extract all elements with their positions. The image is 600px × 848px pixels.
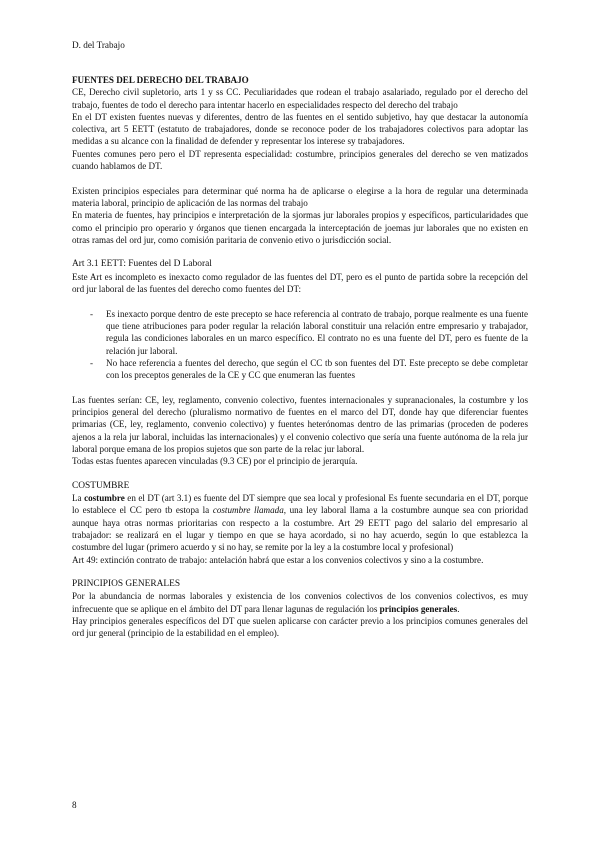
text-run: . [457, 603, 460, 614]
paragraph: CE, Derecho civil supletorio, arts 1 y ss CC. Peculiaridades que rodean el trabajo asalariado, regulado por el derecho del trabajo, fuentes de todo el derecho para intentar hacerlo en especialidades respecto del derecho del trabajo [72, 87, 528, 110]
text-run: , una ley laboral llama a la costumbre aunque sea con prioridad aunque haya otras normas prioritarias con respecto a la costumbre. Art 29 EETT pago del salario del empresario al trabajador: se realizará en el lugar y tiempo en que se haya acordado, si no hay acuerdo, según lo que establezca la costumbre del lugar (primero acuerdo y si no hay, se remite por la ley a la costumbre local y profesional) [72, 505, 528, 553]
paragraph: Las fuentes serían: CE, ley, reglamento, convenio colectivo, fuentes internacionales y supranacionales, la costumbre y los principios general del derecho (pluralismo normativo de fuentes en el marco del DT, donde hay que diferenciar fuentes primarias (CE, ley, reglamento, convenio colectivo) y fuentes heterónomas dentro de las primarias (proceden de poderes ajenos a la rela jur laboral, incluidas las internacionales) y el convenio colectivo que sería una fuente autónoma de la rela jur laboral porque emana de los propios sujetos que son parte de la relac jur laboral. [72, 394, 528, 454]
dash-list [72, 308, 528, 382]
paragraph: Existen principios especiales para determinar qué norma ha de aplicarse o elegirse a la hora de regular una determinada materia laboral, principio de aplicación de las normas del trabajo [72, 185, 528, 208]
text-run: en el DT (art 3.1) es fuente del DT siempre que sea local y profesional Es fuente secundaria en el DT, porque lo establece el CC pero tb estopa la [72, 493, 528, 516]
list-item: - Es inexacto porque dentro de este precepto se hace referencia al contrato de trabajo, porque realmente es una fuente que tiene atribuciones para poder regular la relación laboral constituir una relación entre empresario y trabajador, regula las condiciones laborales en un marco específico. El contrato no es una fuente del DT, pero es fuente de la relación jur laboral. [106, 308, 528, 357]
page-number: 8 [72, 800, 77, 810]
paragraph: Fuentes comunes pero pero el DT representa especialidad: costumbre, principios generales del derecho se ven matizados cuando hablamos de DT. [72, 148, 528, 172]
section-title-costumbre: COSTUMBRE [72, 480, 130, 491]
page-header: D. del Trabajo [72, 40, 125, 50]
bold-term: costumbre [84, 493, 125, 504]
paragraph: En materia de fuentes, hay principios e interpretación de la sjormas jur laborales propios y específicos, particularidades que como el principio pro operario y órganos que tienen encargada la interceptación de joemas jur laborales que no existen en otras ramas del ord jur, como comisión paritaria de convenio etivo o jurisdicción social. [72, 210, 528, 245]
text-run: La [72, 493, 85, 504]
paragraph: Art 49: extinción contrato de trabajo: antelación habrá que estar a los convenios colectivos y sino a la costumbre. [72, 554, 484, 565]
section-title-art31: Art 3.1 EETT: Fuentes del D Laboral [72, 259, 212, 270]
bold-term: principios generales [379, 603, 458, 614]
paragraph-costumbre [72, 492, 528, 553]
section-title-principios: PRINCIPIOS GENERALES [72, 579, 181, 590]
document-body [72, 74, 528, 640]
paragraph: En el DT existen fuentes nuevas y diferentes, dentro de las fuentes en el sentido subjetivo, hay que destacar la autonomía colectiva, art 5 EETT (estatuto de trabajadores, donde se reconoce poder de los trabajadores colectivos para adoptar las medidas a su alcance con la finalidad de defender y representar los interese sy trabajadores. [72, 111, 528, 147]
paragraph: Todas estas fuentes aparecen vinculadas (9.3 CE) por el principio de jerarquía. [72, 456, 358, 467]
list-item: - No hace referencia a fuentes del derecho, que según el CC tb son fuentes del DT. Este precepto se debe completar con los preceptos generales de la CE y CC que enumeran las fuentes [106, 357, 528, 382]
section-title-fuentes: FUENTES DEL DERECHO DEL TRABAJO [72, 75, 249, 85]
paragraph-principios [72, 590, 528, 615]
paragraph: Hay principios generales específicos del DT que suelen aplicarse con carácter previo a los principios comunes generales del ord jur general (principio de la estabilidad en el empleo). [72, 616, 528, 639]
text-run: Por la abundancia de normas laborales y existencia de los convenios colectivos de los convenios colectivos, es muy infrecuente que se aplique en el ámbito del DT para llenar lagunas de regulación los [72, 591, 528, 614]
italic-term: costumbre llamada [212, 505, 284, 516]
paragraph: Este Art es incompleto es inexacto como regulador de las fuentes del DT, pero es el punto de partida sobre la recepción del ord jur laboral de las fuentes del derecho como fuentes del DT: [72, 271, 528, 295]
